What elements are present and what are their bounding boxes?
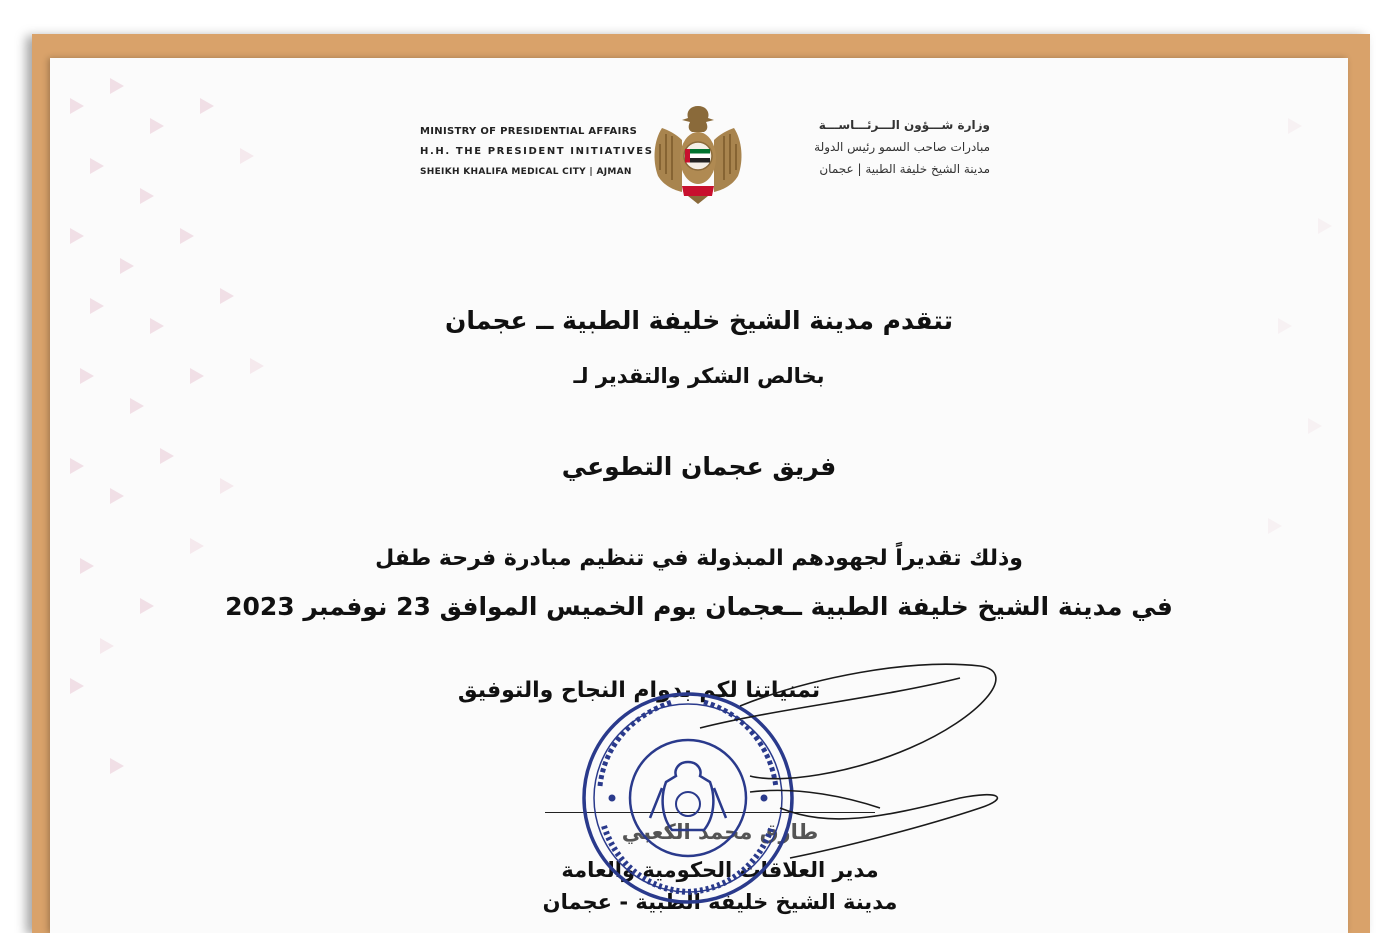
handwritten-signature: [700, 664, 997, 858]
letterhead-arabic: [750, 114, 990, 180]
letterhead-ar-line: مدينة الشيخ خليفة الطبية | عجمان: [819, 162, 990, 176]
reason-line: وذلك تقديراً لجهودهم المبذولة في تنظيم مبادرة فرحة طفل: [375, 546, 1023, 571]
intro-line: تتقدم مدينة الشيخ خليفة الطبية ــ عجمان: [445, 306, 953, 335]
uae-emblem-icon: [652, 100, 744, 206]
letterhead-en-line: MINISTRY OF PRESIDENTIAL AFFAIRS: [420, 126, 638, 137]
signatory-name: طارق محمد الكعبي: [621, 820, 819, 844]
letterhead: [50, 100, 1348, 240]
letterhead-en-line: H.H. THE PRESIDENT INITIATIVES: [420, 146, 654, 157]
wishes-line: تمنياتنا لكم بدوام النجاح والتوفيق: [457, 678, 821, 703]
event-line: في مدينة الشيخ خليفة الطبية ــعجمان يوم الخميس الموافق 23 نوفمبر 2023: [225, 592, 1173, 621]
official-stamp-and-signature: [580, 658, 1020, 933]
certificate-paper: [50, 58, 1348, 933]
letterhead-ar-line: مبادرات صاحب السمو رئيس الدولة: [814, 140, 990, 154]
letterhead-en-line: SHEIKH KHALIFA MEDICAL CITY | AJMAN: [420, 167, 632, 177]
letterhead-ar-line: وزارة شـــؤون الـــرئـــاســـة: [818, 118, 990, 132]
thanks-line: بخالص الشكر والتقدير لـ: [573, 364, 825, 388]
letterhead-english: [420, 122, 654, 182]
official-stamp: [584, 694, 792, 902]
signatory-organization: مدينة الشيخ خليفة الطبية - عجمان: [542, 890, 898, 914]
recipient-name: فريق عجمان التطوعي: [561, 452, 837, 481]
signatory-title: مدير العلاقات الحكومية والعامة: [561, 858, 879, 882]
